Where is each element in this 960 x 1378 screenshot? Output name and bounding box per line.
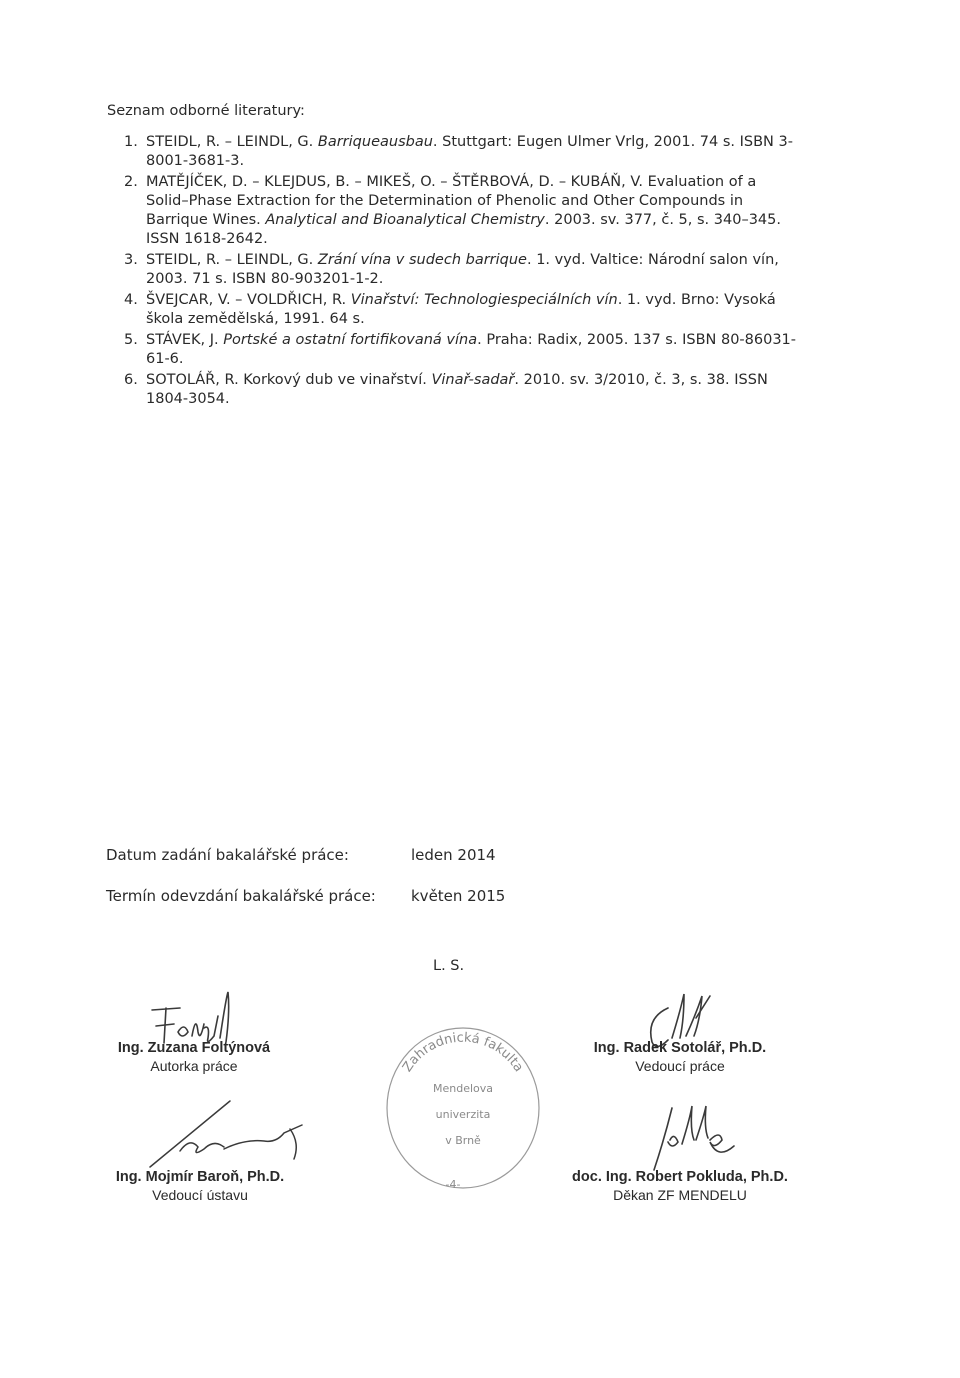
item-details: . 1. vyd. Brno: Vysoká škola zemědělská, 1991. 64 s.	[146, 292, 776, 327]
stamp-line-3: v Brně	[445, 1134, 481, 1147]
literature-item	[117, 291, 797, 329]
item-title: Vinař-sadař	[431, 372, 515, 388]
stamp-arc-text: Zahradnická fakulta	[400, 1030, 526, 1075]
literature-list	[117, 133, 797, 411]
locus-sigilli: L. S.	[433, 958, 465, 974]
item-number: 3.	[124, 252, 138, 268]
item-details: . 1. vyd. Valtice: Národní salon vín, 2003. 71 s. ISBN 80-903201-1-2.	[146, 252, 779, 287]
item-details: . Stuttgart: Eugen Ulmer Vrlg, 2001. 74 s. ISBN 3-8001-3681-3.	[146, 134, 793, 169]
item-title: Zrání vína v sudech barrique	[317, 252, 527, 268]
stamp-line-2: univerzita	[435, 1108, 491, 1121]
assigned-date-label: Datum zadání bakalářské práce:	[106, 846, 349, 864]
literature-item	[117, 371, 797, 409]
author-signatory	[109, 1040, 279, 1074]
faculty-stamp	[383, 1016, 543, 1191]
item-number: 1.	[124, 134, 138, 150]
item-details: . Praha: Radix, 2005. 137 s. ISBN 80-86031-61-6.	[146, 332, 797, 367]
head-name: Ing. Mojmír Baroň, Ph.D.	[115, 1169, 285, 1185]
dean-role: Děkan ZF MENDELU	[613, 1187, 747, 1203]
item-title: Barriqueausbau	[317, 134, 433, 150]
stamp-line-4: -4-	[445, 1178, 461, 1191]
item-title: Vinařství: Technologiespeciálních vín	[350, 292, 618, 308]
item-title: Analytical and Bioanalytical Chemistry	[265, 212, 545, 228]
head-role: Vedoucí ústavu	[152, 1187, 248, 1203]
item-details: . 2003. sv. 377, č. 5, s. 340–345. ISSN 1618-2642.	[146, 212, 781, 247]
head-signature	[140, 1095, 320, 1173]
author-name: Ing. Zuzana Foltýnová	[117, 1040, 271, 1056]
item-authors: MATĚJÍČEK, D. – KLEJDUS, B. – MIKEŠ, O. – ŠTĚRBOVÁ, D. – KUBÁŇ, V. Evaluation of a Solid–Phase Extraction for the Determination of Phenolic and Other Compounds in Barrique Wines.	[146, 174, 757, 228]
item-title: Portské a ostatní fortifikovaná vína	[223, 332, 478, 348]
supervisor-signatory	[585, 1040, 775, 1074]
item-authors: STÁVEK, J.	[146, 332, 224, 348]
literature-item	[117, 331, 797, 369]
stamp-line-1: Mendelova	[432, 1082, 494, 1095]
head-signatory	[100, 1169, 300, 1203]
literature-heading: Seznam odborné literatury:	[107, 103, 305, 119]
supervisor-name: Ing. Radek Sotolář, Ph.D.	[593, 1040, 767, 1056]
author-role: Autorka práce	[150, 1058, 238, 1074]
assigned-date-value: leden 2014	[411, 846, 496, 864]
item-number: 6.	[124, 372, 138, 388]
item-authors: ŠVEJCAR, V. – VOLDŘICH, R.	[146, 292, 351, 308]
item-number: 2.	[124, 174, 138, 190]
item-number: 4.	[124, 292, 138, 308]
dean-name: doc. Ing. Robert Pokluda, Ph.D.	[572, 1169, 788, 1185]
literature-item	[117, 251, 797, 289]
literature-item	[117, 173, 797, 249]
item-details: . 2010. sv. 3/2010, č. 3, s. 38. ISSN 1804-3054.	[146, 372, 768, 407]
due-date-value: květen 2015	[411, 887, 506, 905]
literature-item	[117, 133, 797, 171]
due-date-label: Termín odevzdání bakalářské práce:	[106, 887, 376, 905]
item-number: 5.	[124, 332, 138, 348]
item-authors: STEIDL, R. – LEINDL, G.	[146, 252, 318, 268]
item-authors: SOTOLÁŘ, R. Korkový dub ve vinařství.	[146, 372, 432, 388]
supervisor-role: Vedoucí práce	[635, 1058, 725, 1074]
item-authors: STEIDL, R. – LEINDL, G.	[146, 134, 318, 150]
dean-signature	[640, 1100, 760, 1172]
dean-signatory	[560, 1169, 800, 1203]
